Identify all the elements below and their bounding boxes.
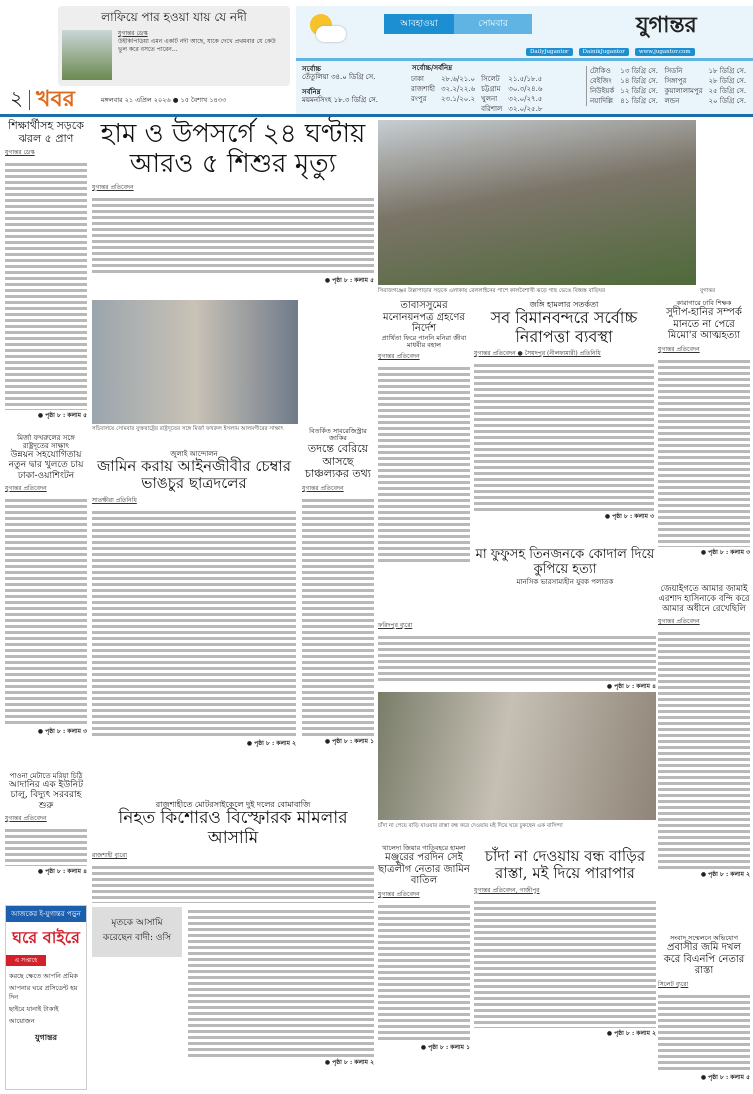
headline-line2: আরও ৫ শিশুর মৃত্যু [129, 148, 337, 179]
headline: জামিন করায় আইনজীবীর চেম্বার ভাঙচুর ছাত্রদলের [96, 457, 292, 493]
kicker: খালেদা জিয়ার গাড়িবহরে হামলা [382, 844, 466, 852]
section-name: খবর [36, 85, 75, 112]
weather-row [587, 66, 750, 76]
byline: যুগান্তর ডেস্ক [5, 149, 35, 157]
weather-cell: ৩২.২/২২.৬ [441, 85, 476, 93]
weather-cell: লন্ডন [664, 97, 680, 105]
body-text [302, 496, 374, 736]
body-text [378, 364, 470, 564]
byline: ফরিদপুর ব্যুরো [378, 622, 413, 629]
story-faridpur-body[interactable] [378, 618, 656, 692]
jump-line: ● পৃষ্ঠা ৮ : কলাম ১ [324, 737, 374, 745]
weather-cell: ২৮.৬/২১.০ [441, 75, 476, 83]
weather-cell: ২৮ ডিগ্রি সে. [708, 77, 747, 85]
jump-line: ● পৃষ্ঠা ৮ : কলাম ৫ [324, 276, 374, 284]
story-airport[interactable] [474, 300, 654, 522]
weather-cell: ৩০.৩/২৪.৬ [508, 85, 543, 93]
weather-cell: কুয়ালালামপুর [664, 87, 703, 95]
weekday-tab: সোমবার [454, 14, 532, 34]
teaser-body: উইকিপিডিয়া এমন একটি নদী আছে, যাকে দেখে প্রথমবার যে কেউ ভুল করে বসতে পারেন... [118, 38, 276, 54]
ad-title: ঘরে বাইরে [12, 928, 80, 947]
headline: সুদীপ-হানির সম্পর্ক মানতে না পেরে মিমো'র আত্মহত্যা [666, 307, 742, 342]
byline: সিলেট ব্যুরো [658, 980, 689, 988]
weather-cell: ২১.৫/১৮.৫ [508, 75, 543, 83]
weather-row [408, 104, 545, 114]
byline: যুগান্তর প্রতিবেদন [658, 345, 700, 353]
weather-cell: সিলেট [481, 75, 500, 83]
weather-cell: নিউইয়র্ক [590, 87, 615, 95]
byline: যুগান্তর প্রতিবেদন [378, 353, 420, 361]
headline: শিক্ষার্থীসহ সড়কে ঝরল ৫ প্রাণ [8, 119, 84, 145]
body-text [92, 863, 374, 903]
kicker: বিতর্কিত সাবরেজিস্ট্রার জাকির [309, 427, 367, 443]
jump-line: ● পৃষ্ঠা ৮ : কলাম ৪ [37, 868, 87, 876]
story-mimo-suicide[interactable] [658, 300, 750, 558]
byline: যুগান্তর প্রতিবেদন [302, 484, 344, 492]
max-temp-value: তেঁতুলিয়া ৩৪.০ ডিগ্রি সে. [302, 73, 376, 82]
byline: যুগান্তর প্রতিবেদন [92, 183, 134, 191]
byline: সাতক্ষীরা প্রতিনিধি [92, 496, 137, 504]
story-tabassum[interactable] [378, 300, 470, 564]
body-text [658, 629, 750, 869]
e-paper-ad[interactable] [5, 905, 87, 1090]
photo-ladder [378, 692, 656, 820]
ad-weekday: এ সপ্তাহে [6, 955, 46, 966]
weather-cell: সিঙ্গাপুর [664, 77, 687, 85]
headline: মা ফুফুসহ তিনজনকে কোদাল দিয়ে কুপিয়ে হত্যা [475, 547, 655, 577]
headline-line1: হাম ও উপসর্গে ২৪ ঘণ্টায় [100, 119, 366, 149]
ad-item: ছাইরে যানাই টাকাই [9, 1005, 59, 1014]
weather-cell: ৩২.০/২৫.৮ [508, 105, 543, 113]
twitter-link[interactable]: DailyJugantor [526, 48, 573, 56]
body-text [658, 357, 750, 547]
headline: প্রবাসীর জমি দখল করে বিএনপি নেতার রাস্তা [663, 942, 745, 977]
weather-banner [296, 6, 753, 114]
jump-line: ● পৃষ্ঠা ৮ : কলাম ৫ [700, 1073, 750, 1081]
weather-cell: ১৮ ডিগ্রি সে. [708, 67, 747, 75]
story-chanda[interactable] [474, 848, 656, 1039]
weather-cell: টোকিও [590, 67, 611, 75]
weather-cell: ১২ ডিগ্রি সে. [620, 87, 658, 95]
headline: সব বিমানবন্দরে সর্বোচ্চ নিরাপত্তা ব্যবস্থা [490, 308, 638, 346]
jump-line: ● পৃষ্ঠা ৮ : কলাম ২ [606, 1029, 656, 1037]
headline: মঞ্জুরের পরদিন সেই ছাত্রলীগ নেতার জামিন বাতিল [378, 852, 470, 887]
kicker: রাজশাহীতে মোটরসাইকেলে দুই দলের বোমাবাজি [155, 800, 311, 809]
jump-line: ● পৃষ্ঠা ৮ : কলাম ২ [700, 871, 750, 879]
facebook-link[interactable]: DainikJugantor [579, 48, 629, 56]
body-text [92, 508, 296, 738]
story-rajshahi[interactable] [92, 800, 374, 1068]
headline: তাবাসসুমের মনোনয়নপত্র গ্রহণের নির্দেশ [383, 300, 465, 334]
headline: চাঁদা না দেওয়ায় বন্ধ বাড়ির রাস্তা, মই দিয়ে পারাপার [484, 847, 646, 883]
byline: যুগান্তর প্রতিবেদন [5, 815, 47, 823]
byline: রাজশাহী ব্যুরো [92, 852, 128, 860]
photo-caption: সচিবালয়ে সোমবার যুক্তরাষ্ট্রের রাষ্ট্রদূতের সঙ্গে মির্জা ফখরুল ইসলাম আলমগীরের সাক্ষাৎ [92, 426, 284, 432]
story-faridpur-murder[interactable] [474, 548, 656, 586]
ad-tagline: আজকের ই-যুগান্তর পড়ুন [6, 906, 86, 922]
jump-line: ● পৃষ্ঠা ৮ : কলাম ৪ [606, 683, 656, 690]
story-lead-measles[interactable] [92, 120, 374, 286]
weather-cell: খুলনা [481, 95, 498, 103]
story-zakir[interactable] [302, 428, 374, 747]
weather-row [587, 96, 750, 106]
ad-item: করছে ক্ষেতে আপনি প্রমিক [9, 972, 78, 980]
body-text [5, 826, 87, 866]
byline: যুগান্তর প্রতিবেদন [658, 618, 700, 626]
body-text [92, 195, 374, 275]
body-text [474, 898, 656, 1028]
jump-line: ● পৃষ্ঠা ৮ : কলাম ৫ [37, 412, 87, 420]
header-rule [0, 114, 753, 117]
headline: জেয়াইগতে আমার জামাই এরশাদ হাসিনাকে বন্দি করে আমার অধীনে রেখেছিলি [658, 584, 750, 614]
weather-row [587, 86, 750, 96]
ad-brand: যুগান্তর [34, 1032, 58, 1043]
body-text [378, 902, 470, 1042]
story-manjur[interactable] [378, 845, 470, 1053]
subheadline: প্রার্থিতা ফিরে পাননি মনিরা জীবা মাধবীর বহাল [381, 333, 467, 349]
story-july-chamber[interactable] [92, 450, 296, 749]
kicker: পাওনা মেটাতে মরিয়া চিঠি [9, 772, 83, 780]
weather-tab: আবহাওয়া [384, 14, 454, 34]
jump-line: ● পৃষ্ঠা ৮ : কলাম ৩ [37, 728, 87, 736]
kicker: জঙ্গি হামলার সতর্কতা [529, 300, 599, 309]
teaser-title: লাফিয়ে পার হওয়া যায় যে নদী [101, 10, 247, 24]
kicker: মির্জা ফখরুলের সঙ্গে রাষ্ট্রদূতের সাক্ষাৎ [17, 434, 75, 451]
weather-cell: ২৫ ডিগ্রি সে. [708, 87, 747, 95]
headline: নিহত কিশোরও বিস্ফোরক মামলার আসামি [118, 808, 348, 848]
subheadline: মানসিক ভারসাম্যহীন যুবক পলাতক [516, 577, 614, 586]
byline: যুগান্তর প্রতিবেদন, গাজীপুর [474, 886, 540, 894]
ad-item: আপনার ঘরে প্রসিডেন্ট হয় দিন [9, 984, 78, 1002]
headline: আদানির এক ইউনিট চালু, বিদ্যুৎ সরবরাহ শুরু [8, 780, 84, 811]
teaser-box[interactable] [58, 6, 290, 86]
photo-ambassador-meeting [92, 300, 298, 424]
min-temp-value: ময়মনসিংহ ১৮.৩ ডিগ্রি সে. [302, 96, 379, 105]
weather-cell: বরিশাল [481, 105, 503, 113]
headline: উন্নয়ন সহযোগিতায় নতুন দ্বার খুলতে চায় ঢাকা-ওয়াশিংটন [8, 450, 84, 481]
weather-cell: ১৪ ডিগ্রি সে. [620, 77, 658, 85]
teaser-photo [62, 30, 112, 80]
weather-cell [408, 104, 438, 114]
kicker: সংবাদ সম্মেলনে অভিযোগ [669, 934, 739, 942]
ad-item: আয়োজন [9, 1017, 35, 1026]
weather-cell: ঢাকা [411, 75, 424, 83]
jump-line: ● পৃষ্ঠা ৮ : কলাম ৩ [700, 548, 750, 556]
body-text [378, 633, 656, 681]
photo-caption: সিরাজগঞ্জের উল্লাপাড়ার সড়কে এলাকায় রেললাইনের পাশে কালবৈশাখী ঝড়ে গাছ ভেঙে বিধ্বস্ত বাড়িঘর [378, 288, 606, 294]
weather-cell: ৩২.০/২৭.৫ [508, 95, 543, 103]
weather-cell: নয়াদিল্লি [590, 97, 613, 105]
jump-line: ● পৃষ্ঠা ৮ : কলাম ৩ [604, 512, 654, 520]
weather-cell: রংপুর [411, 95, 427, 103]
page-number: ২ [10, 85, 24, 110]
sun-cloud-icon [304, 10, 344, 50]
weather-cell: ৪১ ডিগ্রি সে. [620, 97, 658, 105]
body-text [658, 992, 750, 1072]
weather-cell: বেইজিং [590, 77, 612, 85]
max-temp-label: সর্বোচ্চ [302, 64, 321, 73]
headline: তদন্তে বেরিয়ে আসছে চাঞ্চল্যকর তথ্য [305, 441, 371, 481]
story-probashi[interactable] [658, 935, 750, 1083]
byline: যুগান্তর প্রতিবেদন [5, 485, 47, 493]
issue-date: মঙ্গলবার ২১ এপ্রিল ২০২৬ ● ১৫ বৈশাখ ১৪৩৩ [100, 95, 227, 104]
min-temp-label: সর্বনিম্ন [302, 86, 321, 96]
story-road-accident[interactable] [5, 120, 87, 421]
body-text [5, 496, 87, 726]
kicker: কারাগারে ঢাবি শিক্ষক [676, 299, 732, 307]
kicker: জুলাই আন্দোলন [170, 450, 218, 458]
photo-credit: যুগান্তর [700, 288, 716, 294]
website-link[interactable]: www.jugantor.com [635, 48, 695, 56]
jump-line: ● পৃষ্ঠা ৮ : কলাম ২ [246, 739, 296, 747]
body-text [474, 361, 654, 511]
weather-row [408, 94, 545, 104]
pull-quote: মৃতকে আসামি করেছেন বাদী: ওসি [92, 907, 182, 957]
story-ershad[interactable] [658, 585, 750, 880]
weather-cell: চট্টগ্রাম [481, 85, 501, 93]
byline: যুগান্তর প্রতিবেদন ● সৈয়দপুর (নীলফামারী) প্রতিনিধি [474, 349, 601, 357]
world-weather-table [586, 66, 750, 106]
weather-cell: ১৩ ডিগ্রি সে. [620, 67, 658, 75]
byline: যুগান্তর প্রতিবেদন [378, 890, 420, 898]
story-mirza[interactable] [5, 434, 87, 737]
bd-header: সর্বোচ্চ/সর্বনিম্ন [412, 63, 453, 72]
jump-line: ● পৃষ্ঠা ৮ : কলাম ১ [420, 1043, 470, 1051]
story-adani[interactable] [5, 772, 87, 877]
weather-row [408, 74, 545, 84]
body-text [5, 160, 87, 410]
weather-cell: ২০ ডিগ্রি সে. [708, 97, 747, 105]
weather-row [587, 76, 750, 86]
weather-cell [438, 104, 478, 114]
weather-cell: ২৩.১/২০.২ [441, 95, 476, 103]
photo-storm-damage [378, 120, 696, 285]
logo: যুগান্তর [636, 12, 697, 38]
photo-caption: চাঁদা না পেয়ে বাড়ি যাওয়ার রাস্তা বন্ধ করে দেওয়ায় মই দিয়ে ঘরে ঢুকছেন এক বাসিন্দা [378, 823, 563, 829]
bd-weather-table [408, 74, 545, 114]
jump-line: ● পৃষ্ঠা ৮ : কলাম ২ [324, 1059, 374, 1067]
weather-cell: সিডনি [664, 67, 683, 75]
section-header [10, 85, 290, 112]
teaser-byline: যুগান্তর ডেস্ক [118, 30, 148, 37]
weather-row [408, 84, 545, 94]
body-text [188, 907, 374, 1057]
weather-cell: রাজশাহী [411, 85, 435, 93]
